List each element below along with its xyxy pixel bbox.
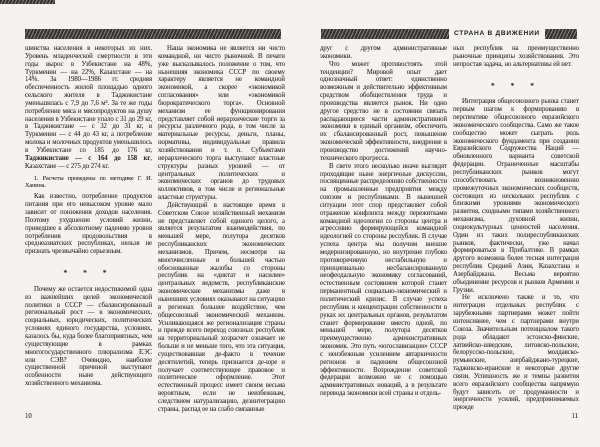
text-run: ных республик на преимущественно рыночные принципы хозяйствования. Это непростая задача, но альтернативы ей нет. [453, 45, 579, 68]
paragraph [320, 61, 447, 163]
paragraph [453, 45, 579, 69]
paragraph [453, 294, 579, 412]
paragraph [25, 286, 152, 388]
text-run: В свете этого несколько иначе выглядят проходящие ныне энергичные дискуссии, посвященные распределению собственности на промышленные предприятия между союзом и республиками. В нынешней ситуации этот спор представляет собой отражение конфликта между пережитками командной идеологии со стороны центра и агрессивно формирующейся командной идеологией со стороны республик. В случае успеха центра мы получим внешне модернизированную, но внутренне глубоко противоречивую нестабильную и принципиально несбалансированную неофеодальную экономику согласований, естественным состоянием которой станет перманентный социально-экономический и политический кризис. В случае успеха республик и концентрации собственности в руках их центральных органов, результатом станет формирование вместо одной, по меньшей мере, полутора десятков преимущественно административных экономик. Это путь «югославизации» СССР с неизбежным усилением автаркичности регионов и падением общесоюзной эффективности. Возрождение советской федерации возможно не с помощью административных новаций, а в результате перевода экономики всей страны и отдель- [320, 162, 448, 398]
text-run: * * * [63, 268, 114, 278]
page-number-left: 10 [25, 413, 32, 420]
paragraph [320, 45, 447, 61]
page10-column-left [25, 45, 152, 388]
text-run: Наша экономика не является ни чисто командной, ни чисто рыночной. В печати уже высказывалось положение о том, что нынешняя экономика СССР по своему характеру является не командной экономикой, а скорее «экономикой согласования» или «экономикой бюрократического торга». Основной механизм ее функционирования представляет собой иерархические торги за ресурсы различного рода, в том числе за материальные ресурсы, деньги, планы, нормативы, индивидуальные правила хозяйствования и т. п. Субъектами иерархического торга выступают властные структуры разных уровней — от центральных политических и экономических органов до трудовых коллективов, в том числе и региональные властные структуры. [158, 45, 285, 202]
text-run: , Казахстане — с 275 до 274 кг. [25, 154, 152, 170]
text-run: друг с другом административные экономики. [320, 45, 447, 60]
paragraph [320, 163, 447, 398]
scan-edge-artifact [0, 0, 55, 4]
page11-column-left [320, 45, 447, 398]
page-number-right: 11 [571, 413, 578, 420]
paragraph [25, 193, 152, 256]
page10-column-right [158, 45, 285, 414]
text-run: шинства населения в некоторых из них. Уровень младенческой смертности в эти годы вырос в Узбекистане на 48%, Туркмении — на 22%, Казахстане — на 14%. За 1980—1986 гг. средняя обеспеченность жилой площадью одного сельского жителя в Таджикистане уменьшилась с 7,9 до 7,6 м². За те же годы потребление мяса и мясопродуктов на душу населения в Узбекистане упало с 31 до 29 кг, в Таджикистане — с 32 до 31 кг, в Туркмении — с 44 до 43 кг, а потребление молока и молочных продуктов уменьшилось в Узбекистане со 185 до 176 кг, [25, 45, 152, 154]
text-run: Почему же остается недостижимой одна из важнейших целей экономической политики в СССР — сбалансированный региональный рост — в экономических, социальных, юридических, политических условиях единого государства, условиях, казалось бы, куда более благоприятных, чем существующие в рамках многогосударственного плюрализма ЕЭС или СЭВ? Очевидно, наиболее существенной причиной выступают особенности ныне действующего хозяйственного механизма. [25, 285, 152, 388]
text-run: Как известно, потребление продуктов питания при его невысоком уровне мало зависит от понижения доходов населения. Поэтому ухудшение условий жизни, приведшее к абсолютному падению уровня потребления продовольствия в среднеазиатских республиках, нельзя не признать чрезвычайно серьезным. [25, 193, 152, 256]
header-rule-right [321, 29, 577, 39]
paragraph [158, 45, 285, 202]
paragraph [25, 45, 152, 171]
running-title: СТРАНА В ДВИЖЕНИИ [449, 28, 545, 40]
text-run: * * * [491, 80, 541, 90]
text-run: 1. Расчеты проведены по методике Г. И. Ханина. [25, 174, 152, 189]
text-run: Не исключено также и то, что интеграция отдельных республик с зарубежными партнерами может пойти интенсивнее, чем с партнерами внутри Союза. Значительным потенциалом такого рода обладают эстонско-финские, латвийско-шведские, литовско-польские, белорусско-польские, молдавско-румынские, азербайджано-турецкие, таджикско-иранские и некоторые другие связи. Успешность же и темпы развития всего евразийского сообщества напрямую будут зависеть от продуманности и энергичности усилий, предпринимаемых прежде [453, 294, 579, 412]
section-separator [25, 269, 152, 277]
text-run: Что может противостоять этой тенденции? Мировой опыт дает однозначный ответ: единственно возможным и действительно эффективным средством обобществления труда и производства является рынок. Ни одно другое средство не в состоянии связать распадающиеся части административной экономики в единый организм, обеспечить их сбалансированный рост, повышение экономической эффективности, внедрение в производство достижений научно-технического прогресса. [320, 60, 447, 162]
footnote [25, 175, 152, 190]
text-run: Таджикистане — с 164 до 158 кг [25, 154, 151, 162]
section-separator [453, 82, 579, 90]
paragraph [158, 202, 285, 414]
text-run: Действующий в настоящее время в Советском Союзе хозяйственный механизм не представляет собой единого целого, а является результатом взаимодействия, по меньшей мере, полутора десятков республиканских экономических механизмов. Причем, несмотря на многочисленные и большей частью обоснованные жалобы со стороны республик на «диктат и насилие» центральных ведомств, республиканские экономические механизмы даже в нынешних условиях оказывают на ситуацию в регионах большее воздействие, чем общесоюзный экономический механизм. Усиливающаяся же регионализация страны и прежде всего переход союзных республик на территориальный хозрасчет означает не больше и не меньше того, что эта ситуация, существовавшая де-факто в течение десятилетий, теперь признается де-юре и получает соответствующее правовое и политическое оформление. Этот естественный процесс имеет своим весьма вероятным, если не неизбежным, следствием натурализацию, дезинтеграцию страны, распад ее на слабо связанные [158, 201, 285, 413]
paragraph [453, 98, 579, 294]
header-rule-left [25, 29, 281, 39]
text-run: Интеграция общесоюзного рынка станет первым шагом к формированию в перспективе общесоюзного евразийского экономического сообщества. Само же такое сообщество может сыграть роль экономического фундамента при создании Евразийского Содружества Наций — обновленного варианта советской федерации. Ограниченные масштабы республиканских рынков могут способствовать возникновению промежуточных экономических сообществ, состоящих из нескольких республик с близкими уровнями экономического развития, сходными типами хозяйственного механизма, духовной жизни, социокультурных ценностей населения. Один из таких полиреспубликанских рынков, фактически, уже начал формироваться в Прибалтике. В рамках другого возможна более тесная интеграция республик Средней Азии, Казахстана и Азербайджана. Весьма вероятно объединение ресурсов и рынков Армении и Грузии. [453, 98, 579, 294]
page11-column-right [453, 45, 579, 412]
